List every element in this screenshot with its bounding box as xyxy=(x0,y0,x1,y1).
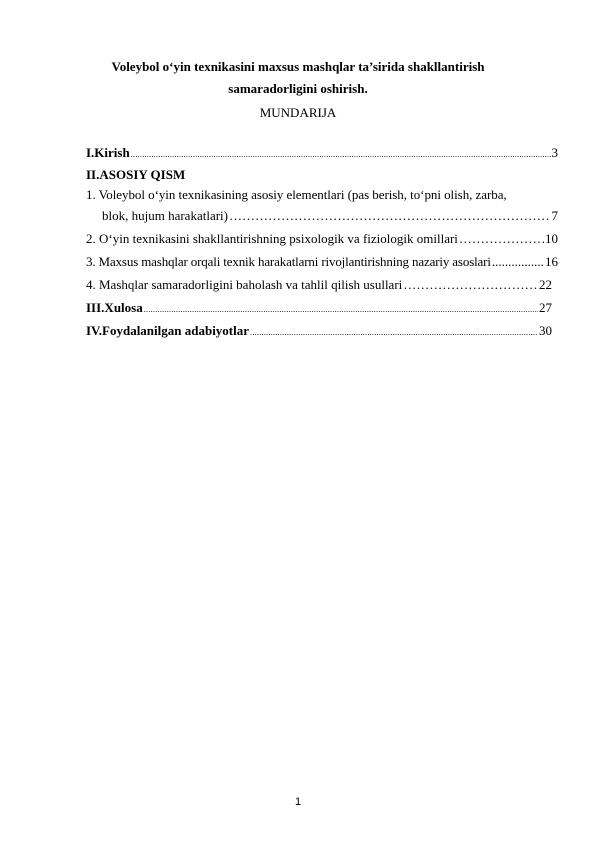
toc-page-number: 16 xyxy=(545,254,558,269)
toc-page-number: 22 xyxy=(539,277,552,292)
toc-entry-label: 4. Mashqlar samaradorligini baholash va tahlil qilish usullari xyxy=(86,277,403,292)
toc-page-number: 10 xyxy=(545,231,558,246)
toc-entry-item1-line1: 1. Voleybol o‘yin texnikasining asosiy elementlari (pas berish, to‘pni olish, zarba, xyxy=(86,187,507,202)
toc-page-number: 30 xyxy=(539,323,552,338)
toc-entry-main-part: II.ASOSIY QISM xyxy=(86,167,186,182)
dot-leader xyxy=(403,275,538,295)
toc-entry-label: 2. O‘yin texnikasini shakllantirishning psixologik va fiziologik omillari xyxy=(86,231,458,246)
toc-entry-conclusion xyxy=(86,298,552,318)
toc-entry-label: 3. Maxsus mashqlar orqali texnik harakatlarni rivojlantirishning nazariy asoslari xyxy=(86,254,491,269)
toc-entry-label: III.Xulosa xyxy=(86,300,143,315)
toc-entry-label: blok, hujum harakatlari) xyxy=(102,208,228,223)
toc-entry-intro xyxy=(86,143,558,163)
toc-page-number: 7 xyxy=(551,208,558,223)
dot-leader xyxy=(144,300,538,320)
page-number: 1 xyxy=(294,796,302,808)
document-title-line1: Voleybol o‘yin texnikasini maxsus mashqlar ta’sirida shakllantirish xyxy=(111,59,485,74)
toc-page-number: 3 xyxy=(551,145,558,160)
toc-entry-item1 xyxy=(102,206,558,226)
dot-leader xyxy=(459,229,544,249)
toc-entry-item2 xyxy=(86,229,558,249)
toc-entry-label: I.Kirish xyxy=(86,145,130,160)
toc-entry-label: IV.Foydalanilgan adabiyotlar xyxy=(86,323,250,338)
dot-leader xyxy=(492,252,544,272)
dot-leader xyxy=(229,206,551,226)
toc-page-number: 27 xyxy=(539,300,552,315)
dot-leader xyxy=(131,145,551,165)
contents-heading: MUNDARIJA xyxy=(259,105,337,120)
document-title-line2: samaradorligini oshirish. xyxy=(228,81,368,96)
dot-leader xyxy=(250,323,538,343)
toc-entry-references xyxy=(86,321,552,341)
toc-entry-item3 xyxy=(86,252,558,272)
toc-entry-item4 xyxy=(86,275,552,295)
